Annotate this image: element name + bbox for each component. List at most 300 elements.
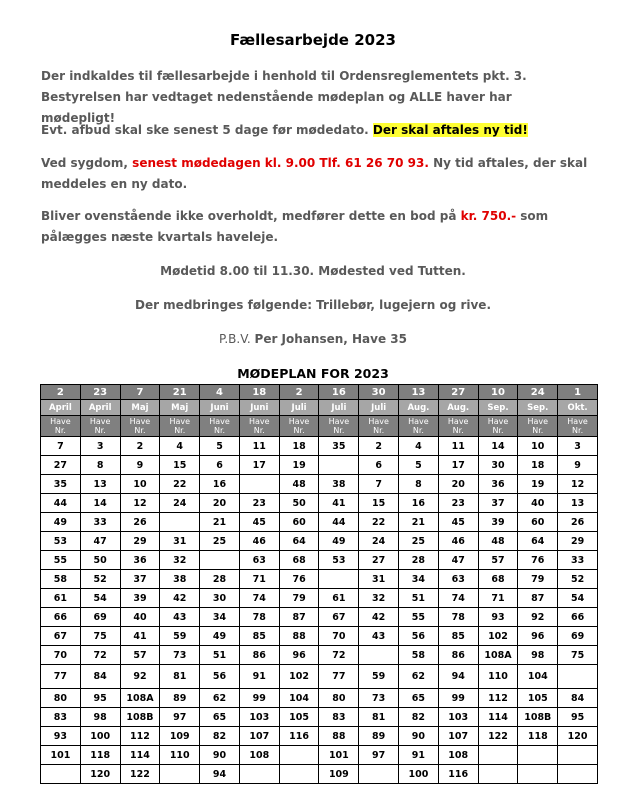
garden-number-cell: 112 (478, 689, 518, 708)
garden-number-cell: 64 (518, 532, 558, 551)
garden-number-cell: 26 (120, 513, 160, 532)
garden-number-cell (558, 665, 598, 689)
garden-number-cell: 95 (80, 689, 120, 708)
garden-number-cell: 23 (438, 494, 478, 513)
garden-number-cell: 66 (558, 608, 598, 627)
garden-number-cell: 6 (200, 456, 240, 475)
garden-number-cell: 36 (120, 551, 160, 570)
garden-number-cell: 19 (518, 475, 558, 494)
garden-number-cell: 45 (438, 513, 478, 532)
garden-number-cell: 28 (399, 551, 439, 570)
garden-number-cell: 108A (120, 689, 160, 708)
garden-number-cell: 122 (478, 727, 518, 746)
garden-number-cell: 96 (279, 646, 319, 665)
bod-prefix: Bliver ovenstående ikke overholdt, medfører dette en bod på (41, 209, 461, 223)
garden-number-cell: 24 (160, 494, 200, 513)
have-label: Have (447, 417, 469, 426)
garden-number-cell: 71 (478, 589, 518, 608)
garden-number-cell: 93 (41, 727, 81, 746)
garden-number-cell: 54 (558, 589, 598, 608)
garden-number-cell: 118 (518, 727, 558, 746)
table-row (41, 727, 598, 746)
garden-number-cell: 69 (558, 627, 598, 646)
month-cell: Juni (200, 400, 240, 416)
garden-number-cell: 49 (319, 532, 359, 551)
garden-number-cell: 52 (558, 570, 598, 589)
garden-number-cell: 10 (120, 475, 160, 494)
day-cell: 30 (359, 385, 399, 400)
month-cell: Juni (239, 400, 279, 416)
garden-number-cell: 92 (120, 665, 160, 689)
header-row-have-nr (41, 416, 598, 437)
month-cell: Maj (120, 400, 160, 416)
garden-number-cell: 97 (160, 708, 200, 727)
medbringes: Der medbringes følgende: Trillebør, lugejern og rive. (134, 298, 492, 312)
garden-number-cell: 27 (359, 551, 399, 570)
garden-number-cell: 17 (239, 456, 279, 475)
garden-number-cell: 8 (80, 456, 120, 475)
nr-label: Nr. (213, 426, 226, 435)
garden-number-cell: 65 (399, 689, 439, 708)
garden-number-cell: 27 (41, 456, 81, 475)
garden-number-cell: 80 (319, 689, 359, 708)
garden-number-cell: 68 (478, 570, 518, 589)
garden-number-cell: 51 (200, 646, 240, 665)
garden-number-cell: 44 (319, 513, 359, 532)
day-cell: 16 (319, 385, 359, 400)
garden-number-cell (41, 765, 81, 784)
garden-number-cell: 29 (558, 532, 598, 551)
garden-number-cell: 81 (359, 708, 399, 727)
garden-number-cell: 114 (120, 746, 160, 765)
garden-number-cell: 18 (279, 437, 319, 456)
table-row (41, 589, 598, 608)
garden-number-cell: 39 (120, 589, 160, 608)
garden-number-cell: 89 (160, 689, 200, 708)
garden-number-cell: 78 (438, 608, 478, 627)
garden-number-cell: 62 (399, 665, 439, 689)
garden-number-cell: 24 (359, 532, 399, 551)
garden-number-cell: 110 (478, 665, 518, 689)
have-nr-cell (160, 416, 200, 437)
garden-number-cell: 60 (279, 513, 319, 532)
nr-label: Nr. (452, 426, 464, 435)
bod-paragraph (41, 206, 589, 248)
garden-number-cell (239, 475, 279, 494)
garden-number-cell: 13 (558, 494, 598, 513)
garden-number-cell: 13 (80, 475, 120, 494)
have-nr-cell (239, 416, 279, 437)
garden-number-cell: 3 (558, 437, 598, 456)
garden-number-cell: 94 (200, 765, 240, 784)
garden-number-cell (319, 456, 359, 475)
day-cell: 23 (80, 385, 120, 400)
garden-number-cell: 9 (558, 456, 598, 475)
garden-number-cell (518, 746, 558, 765)
garden-number-cell: 61 (319, 589, 359, 608)
table-row (41, 551, 598, 570)
garden-number-cell: 97 (359, 746, 399, 765)
garden-number-cell: 77 (41, 665, 81, 689)
garden-number-cell: 101 (41, 746, 81, 765)
table-row (41, 689, 598, 708)
garden-number-cell: 98 (518, 646, 558, 665)
garden-number-cell: 56 (399, 627, 439, 646)
table-row (41, 570, 598, 589)
garden-number-cell: 78 (239, 608, 279, 627)
table-row (41, 765, 598, 784)
garden-number-cell: 109 (319, 765, 359, 784)
day-cell: 18 (239, 385, 279, 400)
garden-number-cell: 84 (80, 665, 120, 689)
garden-number-cell: 33 (558, 551, 598, 570)
garden-number-cell: 77 (319, 665, 359, 689)
garden-number-cell: 90 (399, 727, 439, 746)
sygdom-phone: senest mødedagen kl. 9.00 Tlf. 61 26 70 93. (132, 156, 429, 170)
garden-number-cell (160, 513, 200, 532)
garden-number-cell: 108B (120, 708, 160, 727)
pbv-prefix: P.B.V. (219, 332, 255, 346)
garden-number-cell: 7 (359, 475, 399, 494)
garden-number-cell: 91 (239, 665, 279, 689)
month-cell: Juli (279, 400, 319, 416)
table-row (41, 437, 598, 456)
garden-number-cell: 112 (120, 727, 160, 746)
garden-number-cell: 116 (279, 727, 319, 746)
month-cell: Aug. (438, 400, 478, 416)
bod-suffix: som pålægges næste kvartals haveleje. (41, 209, 549, 244)
garden-number-cell: 85 (438, 627, 478, 646)
garden-number-cell: 37 (120, 570, 160, 589)
garden-number-cell (558, 765, 598, 784)
header-row-day (41, 385, 598, 400)
garden-number-cell (279, 746, 319, 765)
garden-number-cell: 108B (518, 708, 558, 727)
garden-number-cell: 120 (558, 727, 598, 746)
garden-number-cell: 122 (120, 765, 160, 784)
garden-number-cell: 20 (200, 494, 240, 513)
garden-number-cell (160, 765, 200, 784)
garden-number-cell: 46 (239, 532, 279, 551)
garden-number-cell: 49 (200, 627, 240, 646)
garden-number-cell: 47 (438, 551, 478, 570)
garden-number-cell: 38 (319, 475, 359, 494)
garden-number-cell: 71 (239, 570, 279, 589)
garden-number-cell: 49 (41, 513, 81, 532)
have-label: Have (89, 417, 111, 426)
garden-number-cell: 107 (438, 727, 478, 746)
garden-number-cell: 109 (160, 727, 200, 746)
have-nr-cell (200, 416, 240, 437)
garden-number-cell: 72 (80, 646, 120, 665)
garden-number-cell: 110 (160, 746, 200, 765)
garden-number-cell: 76 (279, 570, 319, 589)
have-label: Have (368, 417, 389, 426)
garden-number-cell: 74 (239, 589, 279, 608)
page-title: Fællesarbejde 2023 (230, 31, 396, 49)
have-label: Have (487, 417, 509, 426)
garden-number-cell: 76 (518, 551, 558, 570)
garden-number-cell: 46 (438, 532, 478, 551)
have-nr-cell (558, 416, 598, 437)
have-label: Have (328, 417, 350, 426)
sygdom-suffix: Ny tid aftales, der skal meddeles en ny dato. (41, 156, 588, 191)
garden-number-cell: 43 (359, 627, 399, 646)
garden-number-cell: 30 (478, 456, 518, 475)
garden-number-cell: 44 (41, 494, 81, 513)
garden-number-cell: 15 (160, 456, 200, 475)
garden-number-cell: 11 (438, 437, 478, 456)
garden-number-cell (359, 765, 399, 784)
garden-number-cell: 42 (359, 608, 399, 627)
garden-number-cell: 84 (558, 689, 598, 708)
garden-number-cell: 58 (41, 570, 81, 589)
table-row (41, 627, 598, 646)
garden-number-cell: 21 (399, 513, 439, 532)
garden-number-cell: 102 (279, 665, 319, 689)
garden-number-cell: 50 (80, 551, 120, 570)
garden-number-cell: 64 (279, 532, 319, 551)
garden-number-cell: 60 (518, 513, 558, 532)
month-cell: Sep. (518, 400, 558, 416)
have-label: Have (50, 417, 71, 426)
afbud-paragraph (41, 120, 589, 141)
garden-number-cell: 20 (438, 475, 478, 494)
garden-number-cell: 5 (399, 456, 439, 475)
garden-number-cell: 99 (239, 689, 279, 708)
garden-number-cell: 55 (41, 551, 81, 570)
day-cell: 4 (200, 385, 240, 400)
have-label: Have (129, 417, 151, 426)
garden-number-cell: 26 (558, 513, 598, 532)
garden-number-cell: 80 (41, 689, 81, 708)
garden-number-cell: 120 (80, 765, 120, 784)
garden-number-cell: 72 (319, 646, 359, 665)
have-nr-cell (478, 416, 518, 437)
garden-number-cell: 37 (478, 494, 518, 513)
garden-number-cell: 48 (478, 532, 518, 551)
have-nr-cell (120, 416, 160, 437)
garden-number-cell: 14 (80, 494, 120, 513)
garden-number-cell: 65 (200, 708, 240, 727)
table-row (41, 532, 598, 551)
garden-number-cell (558, 746, 598, 765)
garden-number-cell: 91 (399, 746, 439, 765)
garden-number-cell: 41 (120, 627, 160, 646)
have-label: Have (209, 417, 230, 426)
garden-number-cell: 10 (518, 437, 558, 456)
garden-number-cell: 41 (319, 494, 359, 513)
garden-number-cell: 103 (438, 708, 478, 727)
garden-number-cell: 56 (200, 665, 240, 689)
have-nr-cell (399, 416, 439, 437)
plan-title: MØDEPLAN FOR 2023 (237, 366, 389, 381)
garden-number-cell: 73 (359, 689, 399, 708)
garden-number-cell: 30 (200, 589, 240, 608)
day-cell: 1 (558, 385, 598, 400)
garden-number-cell: 28 (200, 570, 240, 589)
garden-number-cell: 67 (319, 608, 359, 627)
garden-number-cell: 75 (558, 646, 598, 665)
afbud-text: Evt. afbud skal ske senest 5 dage før mødedato. (41, 123, 373, 137)
nr-label: Nr. (54, 426, 66, 435)
garden-number-cell: 22 (359, 513, 399, 532)
month-cell: April (41, 400, 81, 416)
garden-number-cell: 23 (239, 494, 279, 513)
garden-number-cell: 63 (239, 551, 279, 570)
garden-number-cell: 19 (279, 456, 319, 475)
have-label: Have (169, 417, 191, 426)
garden-number-cell: 79 (279, 589, 319, 608)
garden-number-cell: 32 (359, 589, 399, 608)
month-cell: Maj (160, 400, 200, 416)
garden-number-cell: 35 (319, 437, 359, 456)
garden-number-cell (279, 765, 319, 784)
garden-number-cell: 39 (478, 513, 518, 532)
garden-number-cell: 3 (80, 437, 120, 456)
garden-number-cell: 87 (518, 589, 558, 608)
table-row (41, 746, 598, 765)
garden-number-cell: 33 (80, 513, 120, 532)
garden-number-cell: 55 (399, 608, 439, 627)
garden-number-cell: 53 (319, 551, 359, 570)
day-cell: 13 (399, 385, 439, 400)
garden-number-cell: 81 (160, 665, 200, 689)
moedetid: Mødetid 8.00 til 11.30. Mødested ved Tutten. (160, 264, 466, 278)
garden-number-cell: 59 (359, 665, 399, 689)
have-label: Have (408, 417, 429, 426)
garden-number-cell: 103 (239, 708, 279, 727)
garden-number-cell: 100 (399, 765, 439, 784)
garden-number-cell: 31 (359, 570, 399, 589)
garden-number-cell: 58 (399, 646, 439, 665)
garden-number-cell: 100 (80, 727, 120, 746)
table-row (41, 665, 598, 689)
garden-number-cell: 40 (518, 494, 558, 513)
garden-number-cell (359, 646, 399, 665)
garden-number-cell: 108 (239, 746, 279, 765)
garden-number-cell: 82 (200, 727, 240, 746)
table-row (41, 513, 598, 532)
nr-label: Nr. (293, 426, 305, 435)
garden-number-cell: 45 (239, 513, 279, 532)
garden-number-cell (518, 765, 558, 784)
garden-number-cell: 40 (120, 608, 160, 627)
garden-number-cell: 42 (160, 589, 200, 608)
have-label: Have (527, 417, 549, 426)
garden-number-cell: 107 (239, 727, 279, 746)
day-cell: 7 (120, 385, 160, 400)
garden-number-cell: 61 (41, 589, 81, 608)
garden-number-cell: 90 (200, 746, 240, 765)
garden-number-cell: 48 (279, 475, 319, 494)
garden-number-cell: 9 (120, 456, 160, 475)
day-cell: 24 (518, 385, 558, 400)
garden-number-cell: 82 (399, 708, 439, 727)
garden-number-cell: 88 (279, 627, 319, 646)
have-nr-cell (518, 416, 558, 437)
garden-number-cell: 2 (120, 437, 160, 456)
garden-number-cell (319, 570, 359, 589)
garden-number-cell: 43 (160, 608, 200, 627)
day-cell: 2 (41, 385, 81, 400)
signature (0, 332, 626, 346)
garden-number-cell: 4 (160, 437, 200, 456)
garden-number-cell: 95 (558, 708, 598, 727)
garden-number-cell: 52 (80, 570, 120, 589)
garden-number-cell: 70 (41, 646, 81, 665)
garden-number-cell: 15 (359, 494, 399, 513)
garden-number-cell: 75 (80, 627, 120, 646)
garden-number-cell: 25 (200, 532, 240, 551)
nr-label: Nr. (532, 426, 544, 435)
nr-label: Nr. (373, 426, 385, 435)
garden-number-cell: 53 (41, 532, 81, 551)
garden-number-cell: 59 (160, 627, 200, 646)
garden-number-cell (478, 746, 518, 765)
garden-number-cell: 25 (399, 532, 439, 551)
garden-number-cell: 69 (80, 608, 120, 627)
garden-number-cell: 118 (80, 746, 120, 765)
nr-label: Nr. (94, 426, 106, 435)
month-cell: Juli (359, 400, 399, 416)
garden-number-cell: 87 (279, 608, 319, 627)
garden-number-cell: 12 (120, 494, 160, 513)
have-nr-cell (80, 416, 120, 437)
garden-number-cell: 98 (80, 708, 120, 727)
garden-number-cell: 79 (518, 570, 558, 589)
garden-number-cell: 32 (160, 551, 200, 570)
table-row (41, 708, 598, 727)
garden-number-cell: 11 (239, 437, 279, 456)
month-cell: Okt. (558, 400, 598, 416)
day-cell: 10 (478, 385, 518, 400)
garden-number-cell: 5 (200, 437, 240, 456)
garden-number-cell: 92 (518, 608, 558, 627)
garden-number-cell: 68 (279, 551, 319, 570)
have-label: Have (567, 417, 588, 426)
garden-number-cell: 105 (518, 689, 558, 708)
month-cell: April (80, 400, 120, 416)
have-label: Have (249, 417, 270, 426)
garden-number-cell: 8 (399, 475, 439, 494)
table-row (41, 608, 598, 627)
garden-number-cell: 50 (279, 494, 319, 513)
garden-number-cell: 85 (239, 627, 279, 646)
bod-amount: kr. 750.- (460, 209, 517, 223)
sygdom-paragraph (41, 153, 589, 195)
garden-number-cell: 54 (80, 589, 120, 608)
nr-label: Nr. (572, 426, 584, 435)
garden-number-cell: 108A (478, 646, 518, 665)
garden-number-cell: 89 (359, 727, 399, 746)
garden-number-cell (478, 765, 518, 784)
table-row (41, 456, 598, 475)
garden-number-cell: 18 (518, 456, 558, 475)
garden-number-cell: 86 (239, 646, 279, 665)
garden-number-cell: 73 (160, 646, 200, 665)
garden-number-cell: 114 (478, 708, 518, 727)
garden-number-cell: 6 (359, 456, 399, 475)
day-cell: 21 (160, 385, 200, 400)
garden-number-cell: 17 (438, 456, 478, 475)
have-label: Have (288, 417, 310, 426)
garden-number-cell: 34 (399, 570, 439, 589)
garden-number-cell: 29 (120, 532, 160, 551)
nr-label: Nr. (134, 426, 146, 435)
have-nr-cell (41, 416, 81, 437)
table-row (41, 646, 598, 665)
